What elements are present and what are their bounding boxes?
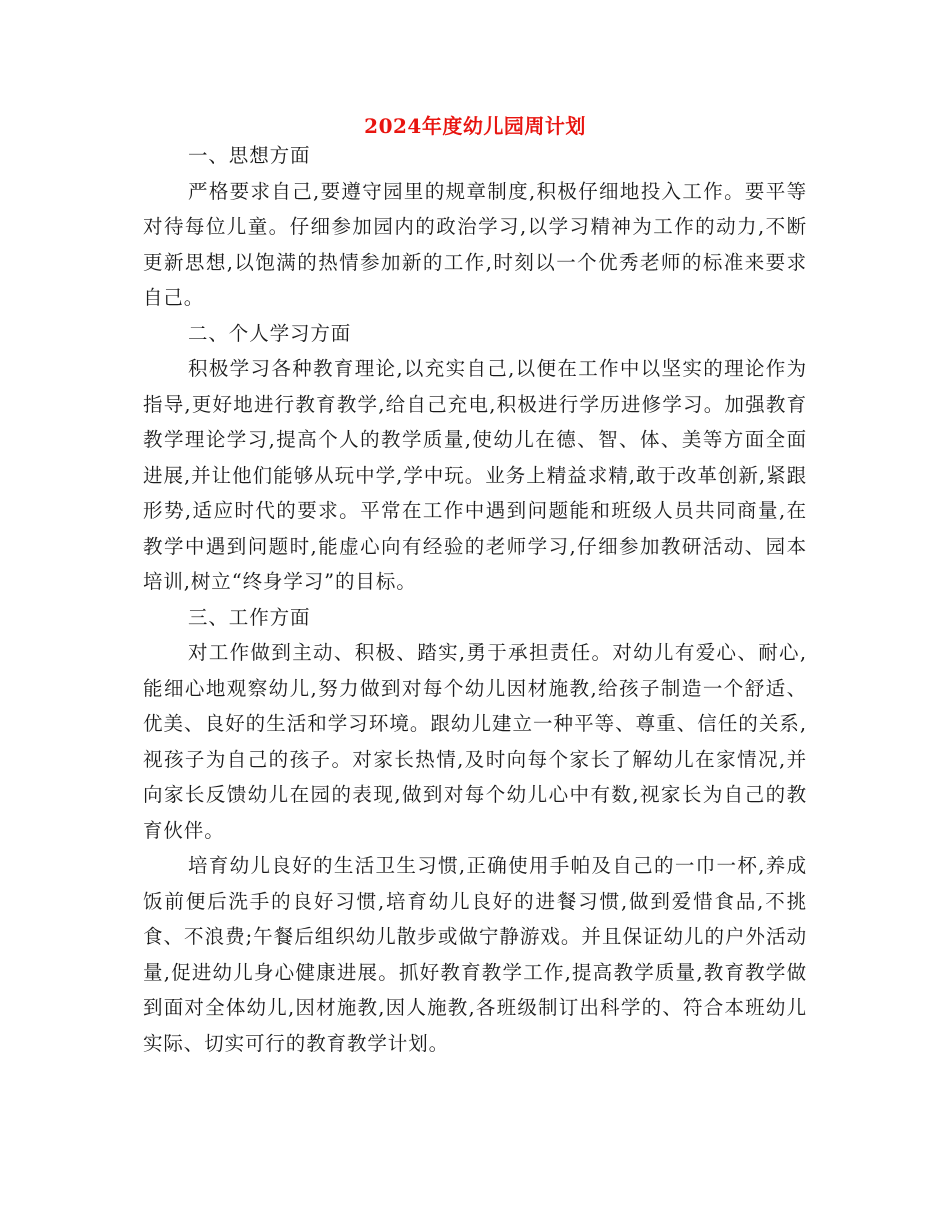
section-heading-thought: 一、思想方面	[188, 144, 311, 167]
paragraph-study: 积极学习各种教育理论,以充实自己,以便在工作中以坚实的理论作为指导,更好地进行教育教学,给自己充电,积极进行学历进修学习。加强教育教学理论学习,提高个人的教学质量,使幼儿在德、智、体、美等方面全面进展,并让他们能够从玩中学,学中玩。业务上精益求精,敢于改革创新,紧跟形势,适应时代的要求。平常在工作中遇到问题能和班级人员共同商量,在教学中遇到问题时,能虚心向有经验的老师学习,仔细参加教研活动、园本培训,树立“终身学习”的目标。	[143, 357, 807, 593]
section-heading-work: 三、工作方面	[188, 605, 311, 629]
document-title: 2024年度幼儿园周计划	[364, 114, 586, 138]
paragraph-work-habits: 培育幼儿良好的生活卫生习惯,正确使用手帕及自己的一巾一杯,养成饭前便后洗手的良好习惯,培育幼儿良好的进餐习惯,做到爱惜食品,不挑食、不浪费;午餐后组织幼儿散步或做宁静游戏。并且保证幼儿的户外活动量,促进幼儿身心健康进展。抓好教育教学工作,提高教学质量,教育教学做到面对全体幼儿,因材施教,因人施教,各班级制订出科学的、符合本班幼儿实际、切实可行的教育教学计划。	[143, 854, 807, 1055]
paragraph-thought: 严格要求自己,要遵守园里的规章制度,积极仔细地投入工作。要平等对待每位儿童。仔细参加园内的政治学习,以学习精神为工作的动力,不断更新思想,以饱满的热情参加新的工作,时刻以一个优秀老师的标准来要求自己。	[143, 179, 807, 309]
paragraph-work-attitude: 对工作做到主动、积极、踏实,勇于承担责任。对幼儿有爱心、耐心,能细心地观察幼儿,努力做到对每个幼儿因材施教,给孩子制造一个舒适、优美、良好的生活和学习环境。跟幼儿建立一种平等、尊重、信任的关系,视孩子为自己的孩子。对家长热情,及时向每个家长了解幼儿在家情况,并向家长反馈幼儿在园的表现,做到对每个幼儿心中有数,视家长为自己的教育伙伴。	[143, 641, 807, 842]
document-body	[143, 138, 807, 1061]
section-heading-study: 二、个人学习方面	[188, 321, 352, 345]
